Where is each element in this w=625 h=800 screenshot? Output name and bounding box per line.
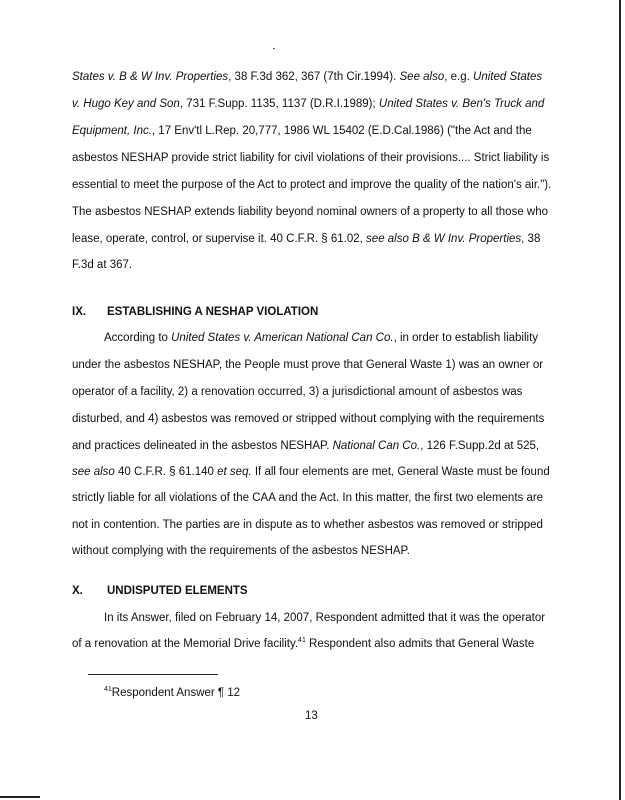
text-run: not in contention. The parties are in dispute as to whether asbestos was removed or stripped xyxy=(72,519,543,531)
text-run: In its Answer, filed on February 14, 2007, Respondent admitted that it was the operator xyxy=(104,612,546,624)
text-line xyxy=(72,465,550,479)
citation-italic: et seq. xyxy=(217,466,252,478)
citation-italic: Equipment, Inc. xyxy=(72,125,152,137)
text-line xyxy=(72,97,544,111)
footnote xyxy=(104,686,240,700)
scan-speck xyxy=(273,48,275,49)
text-run: , 38 xyxy=(521,233,541,245)
text-run: and practices delineated in the asbestos NESHAP. xyxy=(72,440,333,452)
text-run: , in order to establish liability xyxy=(393,332,539,344)
text-line xyxy=(72,385,522,399)
text-run: , e.g. xyxy=(444,71,474,83)
text-run: , 38 F.3d 362, 367 (7th Cir.1994). xyxy=(228,71,400,83)
text-line xyxy=(72,358,543,372)
text-run: without complying with the requirements of the asbestos NESHAP. xyxy=(72,545,410,557)
text-run: F.3d at 367. xyxy=(72,259,133,271)
text-line xyxy=(72,637,534,651)
text-run: asbestos NESHAP provide strict liability for civil violations of their provisions.... Strict liability is xyxy=(72,152,550,164)
text-line xyxy=(72,124,532,138)
text-line xyxy=(104,611,545,625)
text-run: lease, operate, control, or supervise it. 40 C.F.R. § 61.02, xyxy=(72,233,367,245)
footnote-marker: 41 xyxy=(104,686,112,693)
text-run: According to xyxy=(104,332,172,344)
text-run: , 731 F.Supp. 1135, 1137 (D.R.I.1989); xyxy=(179,98,379,110)
citation-italic: see also xyxy=(72,466,115,478)
text-line xyxy=(72,544,410,558)
citation-italic: National Can Co. xyxy=(332,440,421,452)
text-line xyxy=(72,491,543,505)
text-line xyxy=(72,258,132,272)
citation-italic: See also xyxy=(399,71,445,83)
citation-italic: States v. B & W Inv. Properties xyxy=(72,71,229,83)
text-run: under the asbestos NESHAP, the People must prove that General Waste 1) was an owner or xyxy=(72,359,544,371)
citation-italic: v. Hugo Key and Son xyxy=(72,98,180,110)
page-number: 13 xyxy=(305,710,318,722)
text-run: 40 C.F.R. § 61.140 xyxy=(114,466,218,478)
section-number: IX. xyxy=(72,306,87,318)
text-line xyxy=(72,205,548,219)
footnote-reference: 41 xyxy=(298,637,306,644)
text-line xyxy=(72,70,542,84)
section-title: UNDISPUTED ELEMENTS xyxy=(107,585,248,597)
text-run: operator of a facility, 2) a renovation occurred, 3) a jurisdictional amount of asbestos was xyxy=(72,386,523,398)
citation-italic: see also B & W Inv. Properties xyxy=(366,233,522,245)
text-line xyxy=(72,412,544,426)
text-line xyxy=(104,331,538,345)
text-run: Respondent also admits that General Waste xyxy=(305,638,535,650)
page-edge-bottom xyxy=(0,796,40,798)
section-title: ESTABLISHING A NESHAP VIOLATION xyxy=(107,306,319,318)
text-run: The asbestos NESHAP extends liability beyond nominal owners of a property to all those who xyxy=(72,206,549,218)
text-line xyxy=(72,232,540,246)
page-edge-right xyxy=(619,0,621,800)
text-run: , 126 F.Supp.2d at 525, xyxy=(420,440,540,452)
text-line xyxy=(72,151,549,165)
text-run: of a renovation at the Memorial Drive facility. xyxy=(72,638,299,650)
text-line xyxy=(72,439,539,453)
section-number: X. xyxy=(72,585,83,597)
text-run: disturbed, and 4) asbestos was removed or stripped without complying with the requirements xyxy=(72,413,545,425)
footnote-separator xyxy=(88,674,218,675)
citation-italic: United States v. American National Can Co. xyxy=(171,332,394,344)
text-run: If all four elements are met, General Waste must be found xyxy=(251,466,550,478)
footnote-text: Respondent Answer ¶ 12 xyxy=(111,687,241,699)
text-run: , 17 Env'tl L.Rep. 20,777, 1986 WL 15402 (E.D.Cal.1986) ("the Act and the xyxy=(151,125,532,137)
text-line xyxy=(72,518,543,532)
text-run: strictly liable for all violations of the CAA and the Act. In this matter, the first two elements are xyxy=(72,492,544,504)
text-run: essential to meet the purpose of the Act to protect and improve the quality of the nation's air."). xyxy=(72,179,552,191)
citation-italic: United States xyxy=(473,71,543,83)
citation-italic: United States v. Ben's Truck and xyxy=(378,98,545,110)
text-line xyxy=(72,178,551,192)
